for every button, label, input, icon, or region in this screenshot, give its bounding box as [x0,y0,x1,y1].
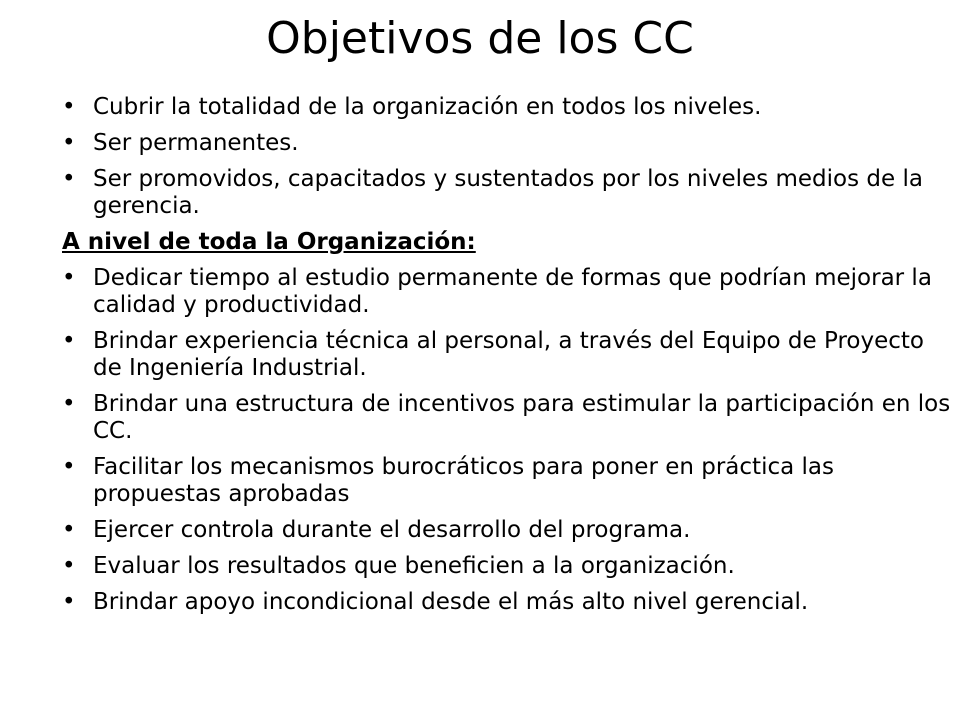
bullet-item [62,328,954,382]
bullet-text: Ser permanentes. [93,130,299,156]
bullet-text: Brindar apoyo incondicional desde el más alto nivel gerencial. [93,589,809,615]
bullet-item [62,130,954,157]
bullet-text: Evaluar los resultados que beneficien a la organización. [93,553,735,579]
bullet-text: Ser promovidos, capacitados y sustentados por los niveles medios de la gerencia. [93,166,923,219]
bullet-item [62,589,954,616]
bullet-item [62,94,954,121]
bullet-item [62,553,954,580]
bullet-item [62,517,954,544]
bullet-icon: • [62,589,76,615]
bullet-text: Brindar experiencia técnica al personal, a través del Equipo de Proyecto de Ingeniería Industrial. [93,328,924,381]
bullet-item [62,391,954,445]
bullet-icon: • [62,328,76,354]
bullet-text: Dedicar tiempo al estudio permanente de formas que podrían mejorar la calidad y productividad. [93,265,932,318]
bullet-text: Cubrir la totalidad de la organización en todos los niveles. [93,94,762,120]
bullet-list [62,94,954,625]
bullet-item [62,166,954,220]
bullet-icon: • [62,130,76,156]
bullet-icon: • [62,166,76,192]
bullet-item [62,454,954,508]
bullet-icon: • [62,454,76,480]
slide-title: Objetivos de los CC [266,13,694,64]
bullet-icon: • [62,517,76,543]
bullet-icon: • [62,391,76,417]
bullet-icon: • [62,553,76,579]
bullet-text: Ejercer controla durante el desarrollo del programa. [93,517,691,543]
section-heading: A nivel de toda la Organización: [62,229,476,255]
bullet-icon: • [62,94,76,120]
bullet-item [62,265,954,319]
bullet-text: Brindar una estructura de incentivos para estimular la participación en los CC. [93,391,951,444]
bullet-text: Facilitar los mecanismos burocráticos para poner en práctica las propuestas aprobadas [93,454,834,507]
bullet-icon: • [62,265,76,291]
